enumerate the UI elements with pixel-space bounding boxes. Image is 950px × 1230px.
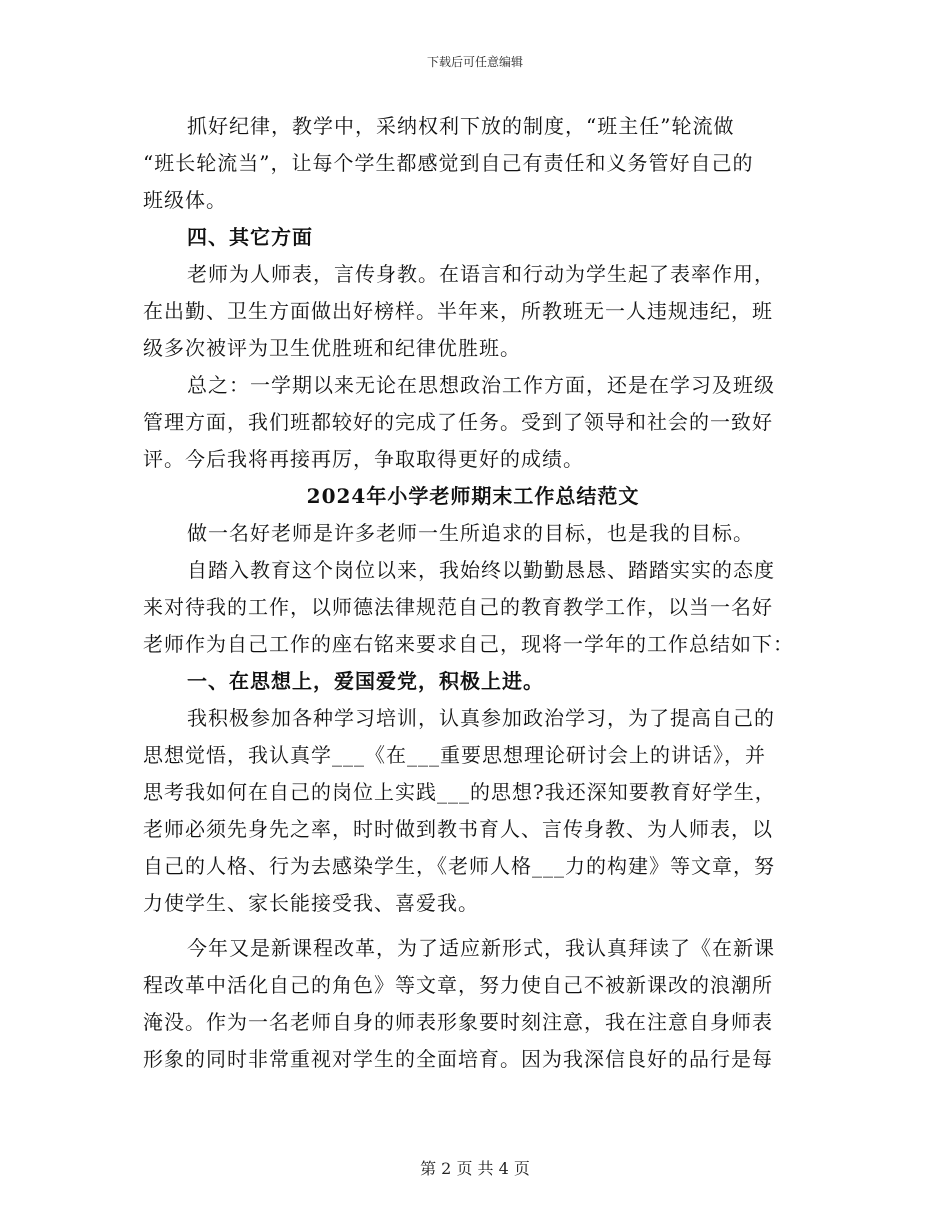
paragraph-line: 淹没。作为一名老师自身的师表形象要时刻注意，我在注意自身师表 (143, 1010, 773, 1034)
paragraph-line: 级多次被评为卫生优胜班和纪律优胜班。 (143, 336, 521, 360)
paragraph-line: “班长轮流当”，让每个学生都感觉到自己有责任和义务管好自己的 (143, 151, 754, 175)
paragraph-line: 老师必须先身先之率，时时做到教书育人、言传身教、为人师表，以 (143, 817, 773, 841)
paragraph-line: 总之：一学期以来无论在思想政治工作方面，还是在学习及班级 (187, 373, 775, 397)
section-heading: 一、在思想上，爱国爱党，积极上进。 (187, 669, 544, 693)
page-header: 下载后可任意编辑 (426, 55, 523, 69)
paragraph-line: 今年又是新课程改革，为了适应新形式，我认真拜读了《在新课 (187, 936, 775, 960)
paragraph-line: 程改革中活化自己的角色》等文章，努力使自己不被新课改的浪潮所 (143, 973, 773, 997)
document-body (143, 108, 803, 1078)
document-title: 2024年小学老师期末工作总结范文 (306, 484, 640, 508)
paragraph-line: 老师为人师表，言传身教。在语言和行动为学生起了表率作用， (187, 262, 775, 286)
paragraph-line: 形象的同时非常重视对学生的全面培育。因为我深信良好的品行是每 (143, 1047, 773, 1071)
paragraph-line: 来对待我的工作，以师德法律规范自己的教育教学工作，以当一名好 (143, 595, 773, 619)
paragraph-line: 我积极参加各种学习培训，认真参加政治学习，为了提高自己的 (187, 706, 775, 730)
paragraph-line: 做一名好老师是许多老师一生所追求的目标，也是我的目标。 (187, 521, 754, 545)
paragraph-line: 自踏入教育这个岗位以来，我始终以勤勤恳恳、踏踏实实的态度 (187, 558, 775, 582)
paragraph-line: 思考我如何在自己的岗位上实践___的思想?我还深知要教育好学生， (143, 780, 776, 804)
paragraph-line: 抓好纪律，教学中，采纳权利下放的制度，“班主任”轮流做 (187, 114, 735, 138)
paragraph-line: 思想觉悟，我认真学___《在___重要思想理论研讨会上的讲话》，并 (143, 743, 766, 767)
page-footer: 第 2 页 共 4 页 (420, 1159, 530, 1178)
paragraph-line: 老师作为自己工作的座右铭来要求自己，现将一学年的工作总结如下： (143, 632, 794, 656)
paragraph-line: 自己的人格、行为去感染学生，《老师人格___力的构建》等文章，努 (143, 854, 775, 878)
paragraph-line: 班级体。 (143, 188, 227, 212)
paragraph-line: 力使学生、家长能接受我、喜爱我。 (143, 891, 479, 915)
paragraph-line: 评。今后我将再接再厉，争取取得更好的成绩。 (143, 447, 584, 471)
paragraph-line: 在出勤、卫生方面做出好榜样。半年来，所教班无一人违规违纪，班 (143, 299, 773, 323)
section-heading: 四、其它方面 (187, 225, 313, 249)
paragraph-line: 管理方面，我们班都较好的完成了任务。受到了领导和社会的一致好 (143, 410, 773, 434)
